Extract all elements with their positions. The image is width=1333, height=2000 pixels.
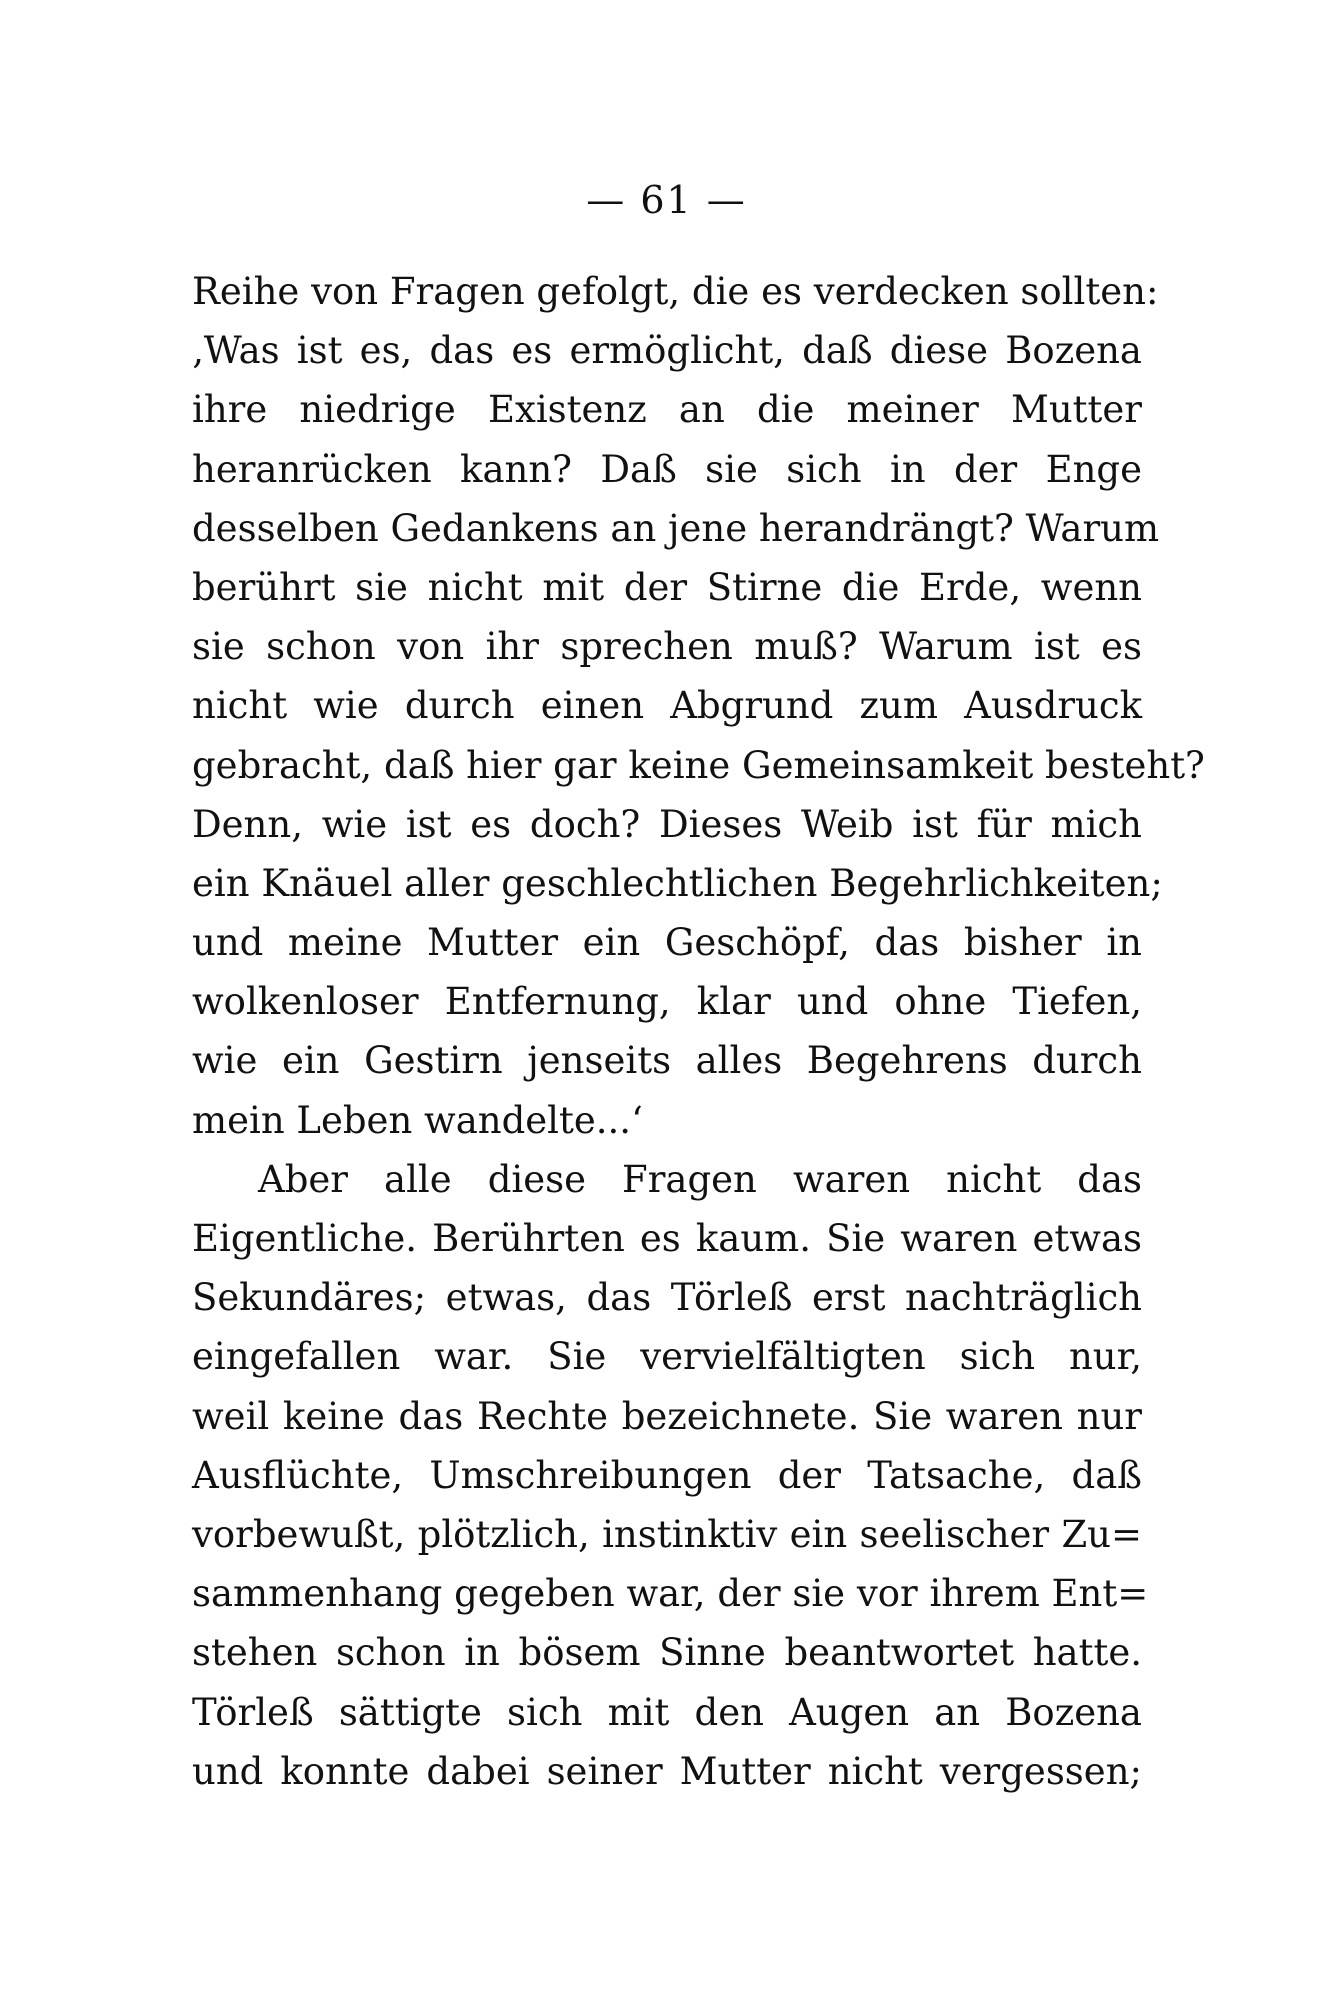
text-line: berührt sie nicht mit der Stirne die Erde, wenn [192,565,1142,609]
text-line: desselben Gedankens an jene herandrängt? Warum [192,506,1160,550]
body-text [192,262,1205,1801]
text-line: sammenhang gegeben war, der sie vor ihrem Ent= [192,1572,1149,1616]
text-line: mein Leben wandelte...‘ [192,1098,643,1142]
text-line: heranrücken kann? Daß sie sich in der Enge [192,447,1142,491]
page-number: — 61 — [586,178,747,222]
text-line: Eigentliche. Berührten es kaum. Sie waren etwas [192,1217,1142,1260]
text-line: eingefallen war. Sie vervielfältigten sich nur, [192,1335,1142,1379]
text-line: ihre niedrige Existenz an die meiner Mutter [192,388,1142,432]
text-line: Törleß sättigte sich mit den Augen an Bozena [192,1690,1142,1734]
text-line: sie schon von ihr sprechen muß? Warum ist es [192,625,1142,669]
text-line: vorbewußt, plötzlich, instinktiv ein seelischer Zu= [192,1512,1142,1556]
text-line: ein Knäuel aller geschlechtlichen Begehrlichkeiten; [192,861,1163,905]
text-line: nicht wie durch einen Abgrund zum Ausdruck [192,684,1142,728]
text-line: Ausflüchte, Umschreibungen der Tatsache, daß [192,1453,1142,1497]
text-line: Denn, wie ist es doch? Dieses Weib ist für mich [192,802,1142,846]
text-line: und konnte dabei seiner Mutter nicht vergessen; [192,1749,1142,1793]
text-line: ‚Was ist es, das es ermöglicht, daß diese Bozena [192,329,1142,373]
text-line: und meine Mutter ein Geschöpf, das bisher in [192,921,1142,965]
text-line: Aber alle diese Fragen waren nicht das [258,1157,1142,1201]
text-line: weil keine das Rechte bezeichnete. Sie waren nur [192,1394,1142,1438]
text-line: wolkenloser Entfernung, klar und ohne Tiefen, [192,980,1142,1024]
text-line: wie ein Gestirn jenseits alles Begehrens durch [192,1039,1142,1083]
text-line: gebracht, daß hier gar keine Gemeinsamkeit besteht? [192,743,1205,787]
text-line: Sekundäres; etwas, das Törleß erst nachträglich [192,1276,1142,1320]
text-line: stehen schon in bösem Sinne beantwortet hatte. [192,1631,1142,1675]
text-line: Reihe von Fragen gefolgt, die es verdecken sollten: [192,270,1159,313]
